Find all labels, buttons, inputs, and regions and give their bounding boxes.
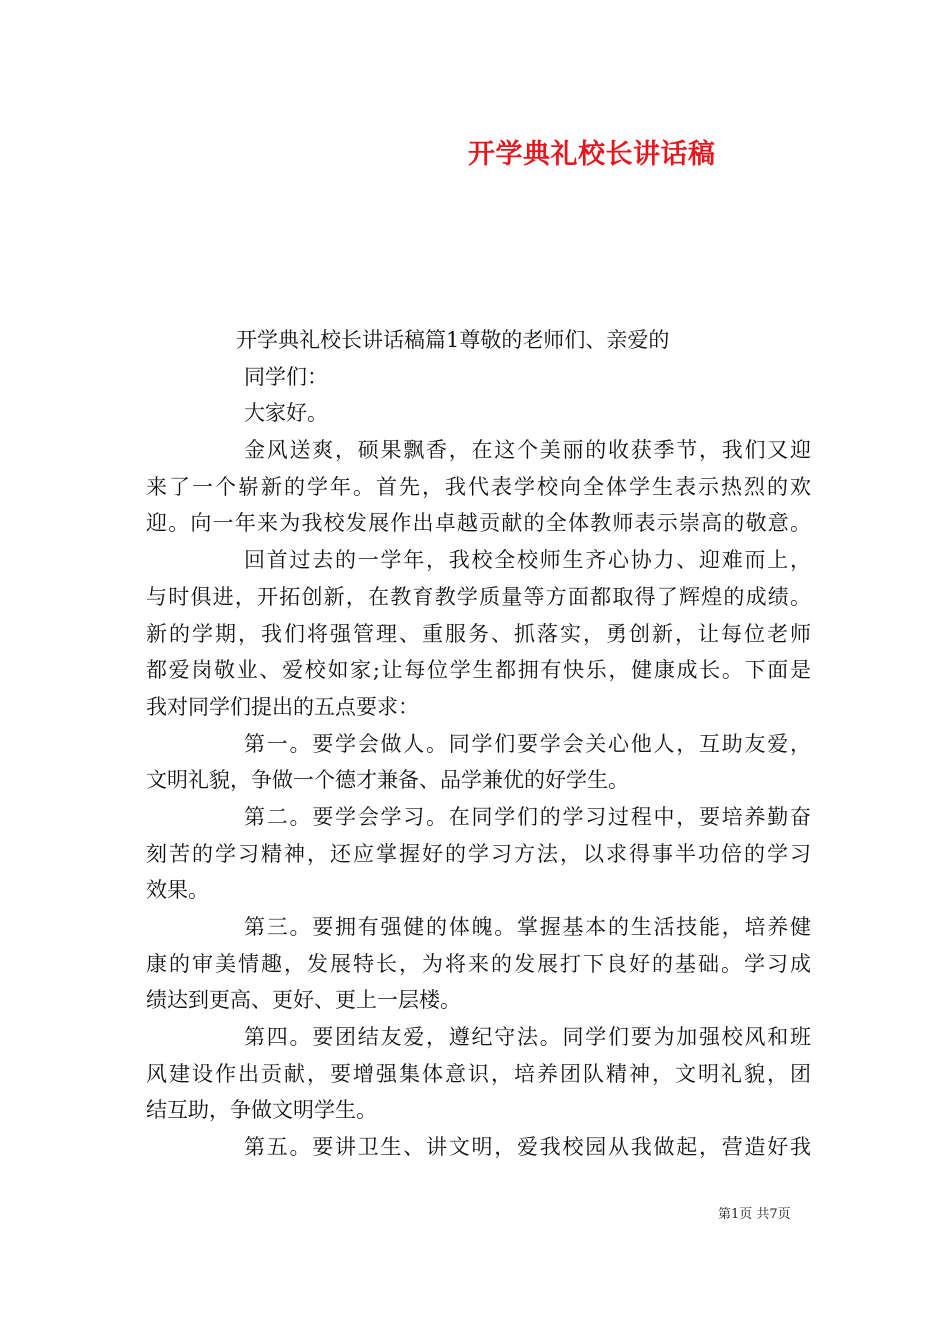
- body-line: 回首过去的一学年，我校全校师生齐心协力、迎难而上，: [244, 548, 811, 573]
- body-line: 我对同学们提出的五点要求：: [146, 694, 419, 719]
- body-line: 大家好。: [244, 401, 328, 426]
- body-line: 结互助，争做文明学生。: [146, 1098, 377, 1123]
- body-line: 刻苦的学习精神，还应掌握好的学习方法，以求得事半功倍的学习: [146, 841, 811, 866]
- document-body: [146, 322, 811, 1166]
- body-line: 新的学期，我们将强管理、重服务、抓落实，勇创新，让每位老师: [146, 621, 811, 646]
- body-line: 与时俱进，开拓创新，在教育教学质量等方面都取得了辉煌的成绩。: [146, 584, 811, 609]
- body-line: 迎。向一年来为我校发展作出卓越贡献的全体教师表示崇高的敬意。: [146, 511, 811, 536]
- body-line: 第二。要学会学习。在同学们的学习过程中，要培养勤奋: [244, 804, 811, 829]
- body-line: 同学们：: [244, 364, 328, 389]
- body-line: 文明礼貌，争做一个德才兼备、品学兼优的好学生。: [146, 768, 629, 793]
- body-line: 康的审美情趣，发展特长，为将来的发展打下良好的基础。学习成: [146, 951, 811, 976]
- body-line: 第四。要团结友爱，遵纪守法。同学们要为加强校风和班: [244, 1025, 811, 1050]
- page-number: 第1页 共7页: [718, 1207, 791, 1222]
- body-line: 第一。要学会做人。同学们要学会关心他人，互助友爱，: [244, 731, 811, 756]
- body-line: 第五。要讲卫生、讲文明，爱我校园从我做起，营造好我: [244, 1135, 811, 1160]
- body-line: 风建设作出贡献，要增强集体意识，培养团队精神，文明礼貌，团: [146, 1061, 811, 1086]
- body-line: 都爱岗敬业、爱校如家;让每位学生都拥有快乐，健康成长。下面是: [146, 658, 811, 683]
- body-line: 第三。要拥有强健的体魄。掌握基本的生活技能，培养健: [244, 915, 811, 939]
- body-line: 金风送爽，硕果飘香，在这个美丽的收获季节，我们又迎: [244, 438, 811, 463]
- body-line: 绩达到更高、更好、更上一层楼。: [146, 988, 461, 1013]
- body-line: 效果。: [146, 878, 209, 903]
- body-line: 来了一个崭新的学年。首先，我代表学校向全体学生表示热烈的欢: [146, 474, 811, 499]
- document-title: 开学典礼校长讲话稿: [468, 139, 716, 170]
- body-line: 开学典礼校长讲话稿篇1尊敬的老师们、亲爱的: [236, 328, 670, 352]
